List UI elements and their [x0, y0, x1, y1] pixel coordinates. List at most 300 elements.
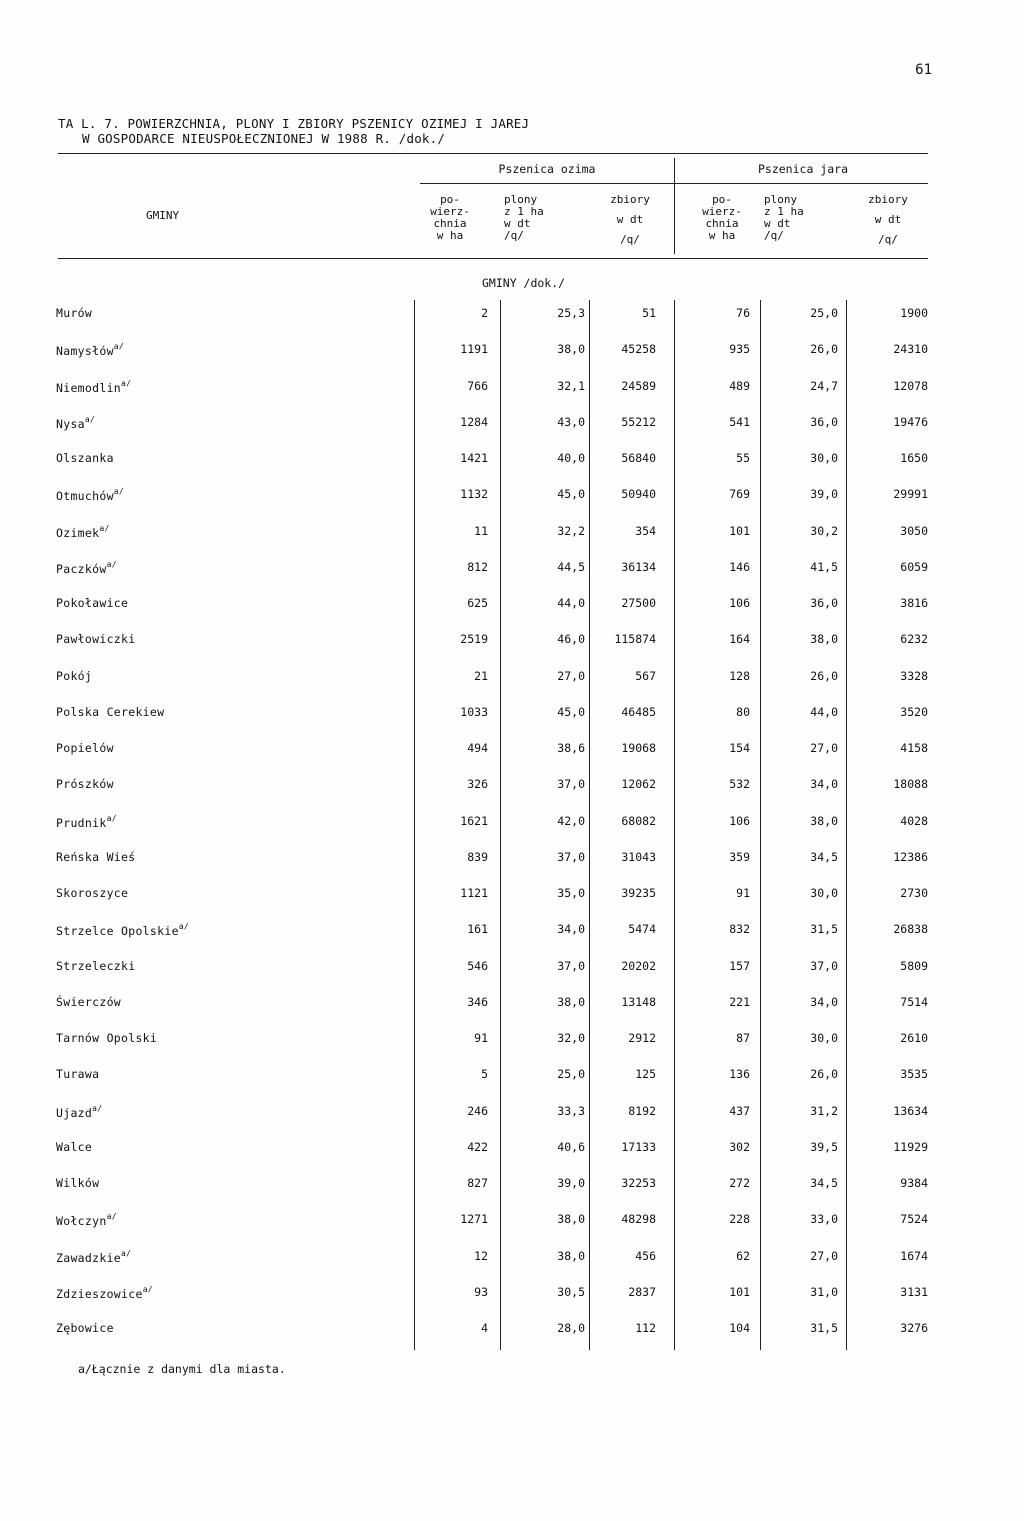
table-row	[0, 959, 1024, 995]
cell-harvest-ozima: 8192	[628, 1103, 656, 1118]
cell-area-jara: 136	[729, 1067, 750, 1082]
header-harvest-ozima-l3: /q/	[620, 233, 640, 246]
cell-yield-jara: 30,0	[810, 1031, 838, 1045]
cell-harvest-jara: 24310	[893, 342, 928, 357]
cell-harvest-jara: 1650	[900, 451, 928, 465]
cell-area-jara: 101	[729, 1284, 750, 1299]
table-row	[0, 669, 1024, 705]
cell-area-ozima: 827	[467, 1176, 488, 1190]
cell-yield-jara: 34,0	[810, 777, 838, 792]
cell-area-ozima: 346	[467, 994, 488, 1009]
gmina-name-text: Namysłów	[56, 344, 114, 359]
cell-harvest-ozima: 354	[635, 523, 656, 538]
cell-harvest-jara: 12078	[893, 378, 928, 393]
cell-area-jara: 164	[729, 632, 750, 647]
gmina-name-text: Tarnów Opolski	[56, 1031, 158, 1045]
cell-area-ozima: 625	[467, 596, 488, 610]
gmina-name	[56, 1249, 131, 1265]
footnote-marker: a/	[113, 342, 125, 352]
footnote-marker: a/	[106, 1212, 117, 1222]
cell-yield-ozima: 42,0	[557, 813, 585, 828]
cell-yield-ozima: 38,0	[557, 1248, 585, 1263]
cell-area-ozima: 12	[474, 1248, 488, 1263]
cell-yield-ozima: 37,0	[557, 777, 585, 792]
cell-yield-ozima: 40,6	[557, 1139, 585, 1154]
cell-harvest-ozima: 39235	[621, 886, 656, 900]
cell-harvest-ozima: 17133	[621, 1139, 656, 1154]
cell-yield-ozima: 39,0	[557, 1176, 585, 1190]
cell-harvest-jara: 4028	[900, 813, 928, 828]
cell-harvest-ozima: 27500	[621, 596, 656, 610]
header-yield-ozima-l4: /q/	[504, 229, 524, 242]
gmina-name	[56, 777, 114, 791]
cell-yield-jara: 34,5	[810, 849, 838, 864]
gmina-name-text: Zębowice	[56, 1321, 114, 1335]
table-row	[0, 850, 1024, 886]
header-area-jara-l2: wierz-	[702, 205, 742, 218]
cell-yield-jara: 30,0	[810, 451, 838, 465]
gmina-name	[56, 451, 114, 465]
cell-area-jara: 769	[729, 487, 750, 502]
gmina-name-text: Pokój	[56, 668, 93, 683]
table-row	[0, 1321, 1024, 1357]
cell-yield-jara: 39,0	[810, 487, 838, 502]
cell-yield-jara: 41,5	[810, 559, 838, 574]
header-area-ozima-l4: w ha	[436, 229, 464, 242]
cell-yield-ozima: 37,0	[557, 849, 585, 864]
header-area-jara-l3: chnia	[705, 217, 739, 230]
cell-harvest-jara: 5809	[900, 958, 928, 973]
cell-yield-ozima: 35,0	[557, 886, 585, 900]
table-title-line-2: W GOSPODARCE NIEUSPOŁECZNIONEJ W 1988 R. /dok./	[82, 131, 446, 146]
gmina-name	[56, 524, 110, 540]
cell-yield-jara: 30,2	[810, 523, 838, 538]
gmina-name	[56, 1104, 102, 1120]
header-group-ozima: Pszenica ozima	[498, 162, 596, 176]
cell-yield-ozima: 28,0	[557, 1321, 585, 1335]
cell-harvest-ozima: 567	[635, 668, 656, 683]
gmina-name-text: Polska Cerekiew	[56, 704, 165, 719]
cell-yield-ozima: 40,0	[557, 451, 585, 465]
gmina-name	[56, 342, 124, 358]
table-row	[0, 741, 1024, 777]
table-row	[0, 1104, 1024, 1140]
section-subtitle: GMINY /dok./	[482, 276, 566, 290]
cell-area-jara: 541	[729, 414, 750, 429]
table-row	[0, 705, 1024, 741]
cell-harvest-ozima: 2912	[628, 1031, 656, 1045]
cell-yield-ozima: 33,3	[557, 1103, 585, 1118]
table-row	[0, 524, 1024, 560]
cell-area-jara: 154	[729, 741, 750, 755]
cell-yield-jara: 30,0	[810, 886, 838, 900]
table-title	[58, 116, 529, 146]
header-group-divider	[674, 158, 675, 254]
cell-area-ozima: 91	[474, 1031, 488, 1045]
cell-yield-ozima: 32,2	[557, 523, 585, 538]
table-row	[0, 814, 1024, 850]
table-row	[0, 560, 1024, 596]
header-group-jara: Pszenica jara	[757, 162, 848, 176]
cell-area-jara: 221	[729, 994, 750, 1009]
header-yield-jara	[764, 194, 834, 242]
gmina-name-text: Nysa	[56, 416, 85, 431]
cell-area-jara: 489	[729, 378, 750, 393]
cell-harvest-ozima: 125	[635, 1067, 656, 1082]
cell-area-jara: 359	[729, 849, 750, 864]
header-bottom-rule	[58, 258, 928, 259]
cell-area-ozima: 546	[467, 958, 488, 973]
gmina-name-text: Otmuchów	[56, 489, 114, 504]
footnote-marker: a/	[99, 523, 110, 533]
header-yield-ozima	[504, 194, 574, 242]
cell-yield-jara: 44,0	[810, 704, 838, 719]
gmina-name	[56, 306, 92, 320]
table-title-line-1: TA L. 7. POWIERZCHNIA, PLONY I ZBIORY PSZENICY OZIMEJ I JAREJ	[58, 116, 530, 131]
header-area-jara-l4: w ha	[708, 229, 736, 242]
cell-harvest-ozima: 115874	[614, 632, 656, 647]
table-row	[0, 1212, 1024, 1248]
gmina-name-text: Świerczów	[56, 994, 122, 1009]
gmina-name	[56, 814, 117, 830]
cell-harvest-ozima: 24589	[621, 378, 656, 393]
header-harvest-jara-l2: w dt	[874, 213, 902, 226]
gmina-name	[56, 922, 189, 938]
cell-yield-jara: 27,0	[810, 741, 838, 755]
cell-harvest-jara: 6059	[900, 559, 928, 574]
gmina-name-text: Ujazd	[56, 1105, 93, 1120]
gmina-name	[56, 1176, 99, 1190]
gmina-name-text: Zawadzkie	[56, 1250, 122, 1265]
table-row	[0, 451, 1024, 487]
cell-harvest-jara: 7524	[900, 1212, 928, 1227]
gmina-name-text: Turawa	[56, 1067, 100, 1082]
cell-yield-jara: 25,0	[810, 306, 838, 320]
header-area-jara	[692, 194, 752, 242]
gmina-name-text: Pokoławice	[56, 596, 129, 610]
cell-harvest-ozima: 68082	[621, 813, 656, 828]
cell-area-jara: 55	[736, 451, 750, 465]
cell-harvest-jara: 11929	[893, 1139, 928, 1154]
table-row	[0, 379, 1024, 415]
cell-yield-ozima: 25,0	[557, 1067, 585, 1082]
cell-yield-jara: 31,2	[810, 1103, 838, 1118]
gmina-name	[56, 669, 92, 683]
header-yield-ozima-l3: w dt	[504, 217, 531, 230]
header-yield-jara-l3: w dt	[764, 217, 791, 230]
cell-harvest-jara: 3276	[900, 1321, 928, 1335]
cell-yield-jara: 24,7	[810, 378, 838, 393]
cell-harvest-ozima: 13148	[621, 994, 656, 1009]
cell-harvest-jara: 3535	[900, 1067, 928, 1082]
gmina-name-text: Niemodlin	[56, 380, 122, 395]
header-yield-jara-l1: plony	[764, 193, 798, 206]
cell-area-jara: 437	[729, 1103, 750, 1118]
cell-harvest-jara: 1674	[900, 1248, 928, 1263]
gmina-name	[56, 1140, 92, 1154]
cell-harvest-ozima: 456	[635, 1248, 656, 1263]
table-row	[0, 777, 1024, 813]
footnote-marker: a/	[142, 1284, 153, 1294]
cell-area-ozima: 326	[467, 777, 488, 792]
header-yield-jara-l4: /q/	[764, 229, 784, 242]
gmina-name-text: Wilków	[56, 1176, 100, 1190]
cell-yield-jara: 31,5	[810, 1321, 838, 1335]
cell-harvest-ozima: 5474	[628, 922, 656, 937]
cell-harvest-jara: 3131	[900, 1284, 928, 1299]
cell-yield-jara: 33,0	[810, 1212, 838, 1227]
cell-yield-ozima: 30,5	[557, 1284, 585, 1299]
cell-harvest-ozima: 55212	[621, 414, 656, 429]
gmina-name	[56, 705, 164, 719]
cell-yield-jara: 36,0	[810, 414, 838, 429]
cell-harvest-ozima: 48298	[621, 1212, 656, 1227]
gmina-name	[56, 1031, 157, 1045]
cell-yield-ozima: 43,0	[557, 414, 585, 429]
cell-harvest-ozima: 56840	[621, 451, 656, 465]
gmina-name-text: Prudnik	[56, 815, 107, 830]
cell-area-jara: 91	[736, 886, 750, 900]
gmina-name	[56, 1067, 99, 1081]
cell-yield-jara: 34,5	[810, 1176, 838, 1190]
gmina-name-text: Murów	[56, 306, 93, 320]
cell-area-jara: 228	[729, 1212, 750, 1227]
header-area-ozima	[420, 194, 480, 242]
footnote-marker: a/	[106, 813, 117, 823]
cell-yield-ozima: 44,5	[557, 559, 585, 574]
footnote-marker: a/	[113, 487, 125, 497]
cell-area-jara: 62	[736, 1248, 750, 1263]
cell-harvest-jara: 26838	[893, 922, 928, 937]
table-row	[0, 922, 1024, 958]
cell-area-ozima: 1621	[460, 813, 488, 828]
cell-yield-jara: 26,0	[810, 1067, 838, 1082]
table-row	[0, 1031, 1024, 1067]
cell-area-ozima: 2	[481, 306, 488, 320]
gmina-name	[56, 886, 128, 900]
cell-yield-ozima: 38,0	[557, 342, 585, 357]
header-harvest-jara	[856, 190, 920, 250]
cell-harvest-jara: 2730	[900, 886, 928, 900]
table-row	[0, 1140, 1024, 1176]
cell-area-ozima: 1121	[460, 886, 488, 900]
cell-yield-ozima: 32,1	[557, 378, 585, 393]
gmina-name	[56, 741, 114, 755]
cell-area-jara: 80	[736, 704, 750, 719]
gmina-name	[56, 1212, 117, 1228]
cell-harvest-ozima: 36134	[621, 559, 656, 574]
cell-harvest-jara: 18088	[893, 777, 928, 792]
cell-yield-ozima: 38,0	[557, 994, 585, 1009]
header-harvest-jara-l1: zbiory	[868, 193, 908, 206]
cell-yield-jara: 38,0	[810, 813, 838, 828]
footnote-marker: a/	[106, 559, 117, 569]
table-row	[0, 415, 1024, 451]
cell-harvest-jara: 19476	[893, 414, 928, 429]
cell-area-ozima: 1271	[460, 1212, 488, 1227]
footnote-marker: a/	[178, 922, 190, 932]
cell-harvest-ozima: 51	[642, 306, 656, 320]
cell-area-ozima: 246	[467, 1103, 488, 1118]
cell-area-jara: 106	[729, 596, 750, 610]
gmina-name	[56, 632, 135, 646]
cell-yield-jara: 26,0	[810, 668, 838, 683]
gmina-name-text: Prószków	[56, 777, 114, 792]
cell-yield-ozima: 32,0	[557, 1031, 585, 1045]
cell-yield-ozima: 37,0	[557, 958, 585, 973]
header-area-ozima-l1: po-	[440, 193, 460, 206]
table-row	[0, 886, 1024, 922]
gmina-name-text: Strzelce Opolskie	[56, 924, 179, 939]
cell-yield-ozima: 45,0	[557, 704, 585, 719]
cell-harvest-ozima: 19068	[621, 741, 656, 755]
cell-area-ozima: 1421	[460, 451, 488, 465]
cell-yield-jara: 36,0	[810, 596, 838, 610]
header-yield-ozima-l1: plony	[504, 193, 538, 206]
cell-area-ozima: 766	[467, 378, 488, 393]
cell-harvest-jara: 12386	[893, 849, 928, 864]
cell-harvest-ozima: 50940	[621, 487, 656, 502]
header-area-jara-l1: po-	[712, 193, 732, 206]
cell-harvest-jara: 3050	[900, 523, 928, 538]
header-area-ozima-l3: chnia	[433, 217, 467, 230]
footnote-marker: a/	[84, 414, 96, 424]
cell-area-jara: 101	[729, 523, 750, 538]
cell-area-jara: 832	[729, 922, 750, 937]
header-yield-ozima-l2: z 1 ha	[504, 205, 544, 218]
cell-area-jara: 272	[729, 1176, 750, 1190]
gmina-name-text: Walce	[56, 1139, 93, 1154]
cell-yield-ozima: 44,0	[557, 596, 585, 610]
cell-harvest-jara: 13634	[893, 1103, 928, 1118]
gmina-name	[56, 995, 121, 1009]
cell-area-jara: 146	[729, 559, 750, 574]
table-row	[0, 596, 1024, 632]
gmina-name-text: Skoroszyce	[56, 886, 129, 900]
gmina-name	[56, 379, 131, 395]
footnote-marker: a/	[121, 378, 132, 388]
table-row	[0, 1285, 1024, 1321]
gmina-name	[56, 850, 135, 864]
gmina-name-text: Zdzieszowice	[56, 1286, 143, 1301]
cell-area-jara: 104	[729, 1321, 750, 1335]
cell-yield-jara: 39,5	[810, 1139, 838, 1154]
footnote-marker: a/	[121, 1248, 132, 1258]
table-row	[0, 1176, 1024, 1212]
cell-yield-jara: 38,0	[810, 632, 838, 647]
cell-area-ozima: 2519	[460, 632, 488, 647]
cell-harvest-jara: 7514	[900, 994, 928, 1009]
cell-yield-ozima: 46,0	[557, 632, 585, 647]
cell-area-ozima: 4	[481, 1321, 488, 1335]
cell-harvest-ozima: 2837	[628, 1284, 656, 1299]
gmina-name	[56, 596, 128, 610]
cell-area-jara: 302	[729, 1139, 750, 1154]
cell-yield-jara: 34,0	[810, 994, 838, 1009]
cell-area-ozima: 812	[467, 559, 488, 574]
cell-harvest-jara: 2610	[900, 1031, 928, 1045]
cell-harvest-ozima: 112	[635, 1321, 656, 1335]
cell-area-jara: 157	[729, 958, 750, 973]
header-harvest-ozima-l2: w dt	[616, 213, 644, 226]
table-row	[0, 306, 1024, 342]
cell-area-ozima: 494	[467, 741, 488, 755]
cell-yield-jara: 26,0	[810, 342, 838, 357]
cell-yield-jara: 31,0	[810, 1284, 838, 1299]
gmina-name-text: Wołczyn	[56, 1214, 107, 1229]
gmina-name-text: Olszanka	[56, 451, 114, 465]
cell-harvest-jara: 6232	[900, 632, 928, 647]
gmina-name-text: Popielów	[56, 741, 114, 755]
gmina-name	[56, 560, 117, 576]
cell-area-ozima: 1033	[460, 704, 488, 719]
header-top-rule	[58, 153, 928, 154]
cell-area-ozima: 422	[467, 1139, 488, 1154]
table-row	[0, 487, 1024, 523]
cell-harvest-ozima: 45258	[621, 342, 656, 357]
cell-area-ozima: 161	[467, 922, 488, 937]
cell-area-jara: 76	[736, 306, 750, 320]
gmina-name-text: Strzeleczki	[56, 958, 136, 973]
table-row	[0, 995, 1024, 1031]
header-harvest-ozima	[598, 190, 662, 250]
cell-harvest-jara: 9384	[900, 1176, 928, 1190]
cell-area-jara: 532	[729, 777, 750, 792]
table-row	[0, 632, 1024, 668]
header-gminy: GMINY	[146, 209, 180, 222]
cell-harvest-jara: 4158	[900, 741, 928, 755]
cell-yield-ozima: 45,0	[557, 487, 585, 502]
cell-area-ozima: 1284	[460, 414, 488, 429]
cell-yield-jara: 27,0	[810, 1248, 838, 1263]
cell-harvest-jara: 3328	[900, 668, 928, 683]
gmina-name-text: Paczków	[56, 561, 107, 576]
header-harvest-jara-l3: /q/	[878, 233, 898, 246]
cell-harvest-jara: 3520	[900, 704, 928, 719]
gmina-name-text: Reńska Wieś	[56, 849, 136, 864]
cell-yield-jara: 31,5	[810, 922, 838, 937]
cell-harvest-ozima: 20202	[621, 958, 656, 973]
gmina-name	[56, 959, 135, 973]
page-number: 61	[915, 62, 932, 78]
table-row	[0, 1249, 1024, 1285]
cell-harvest-jara: 3816	[900, 596, 928, 610]
footnote-marker: a/	[92, 1103, 103, 1113]
table-row	[0, 342, 1024, 378]
cell-harvest-ozima: 32253	[621, 1176, 656, 1190]
cell-area-ozima: 1191	[460, 342, 488, 357]
cell-area-jara: 87	[736, 1031, 750, 1045]
cell-area-ozima: 93	[474, 1284, 488, 1299]
cell-area-ozima: 11	[474, 523, 488, 538]
table-row	[0, 1067, 1024, 1103]
cell-harvest-ozima: 31043	[621, 849, 656, 864]
cell-area-ozima: 21	[474, 668, 488, 683]
cell-area-ozima: 5	[481, 1067, 488, 1082]
cell-yield-jara: 37,0	[810, 958, 838, 973]
header-yield-jara-l2: z 1 ha	[764, 205, 804, 218]
cell-area-jara: 128	[729, 668, 750, 683]
cell-area-ozima: 1132	[460, 487, 488, 502]
cell-yield-ozima: 34,0	[557, 922, 585, 937]
cell-area-jara: 106	[729, 813, 750, 828]
footnote: a/Łącznie z danymi dla miasta.	[78, 1362, 286, 1376]
cell-yield-ozima: 38,0	[557, 1212, 585, 1227]
gmina-name	[56, 487, 124, 503]
cell-harvest-jara: 29991	[893, 487, 928, 502]
gmina-name	[56, 1321, 114, 1335]
header-area-ozima-l2: wierz-	[430, 205, 470, 218]
